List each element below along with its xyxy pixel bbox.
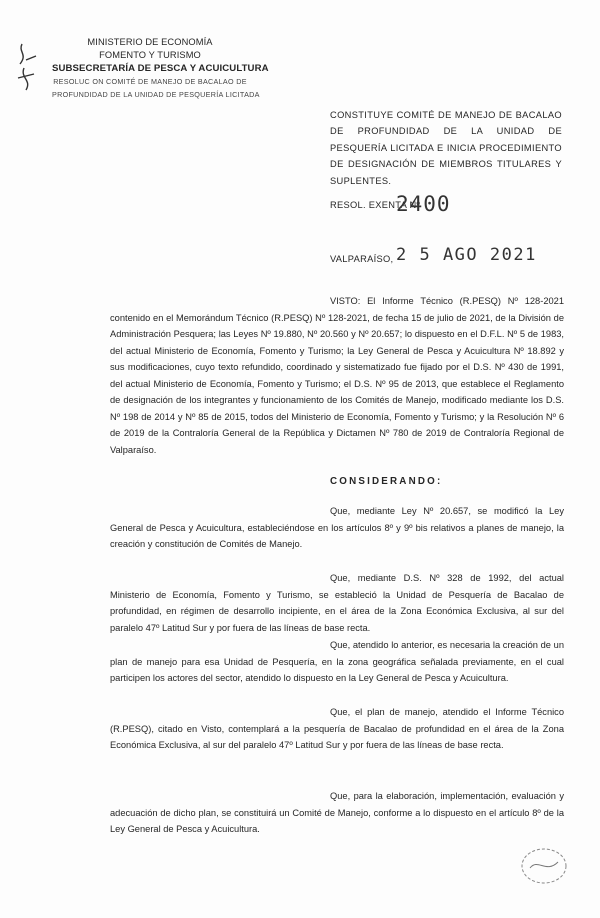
visto-paragraph: VISTO: El Informe Técnico (R.PESQ) Nº 128-2021 contenido en el Memorándum Técnico (R.PESQ) Nº 128-2021, de fecha 15 de julio de 2021, de la División de Administración Pesquera; las Leyes Nº 19.880, Nº 20.560 y Nº 20.657; lo dispuesto en el D.F.L. Nº 5 de 1983, del actual Ministerio de Economía, Fomento y Turismo; la Ley General de Pesca y Acuicultura Nº 18.892 y sus modificaciones, cuyo texto refundido, coordinado y sistematizado fue fijado por el D.S. Nº 430 de 1991, del actual Ministerio de Economía, Fomento y Turismo; el D.S. Nº 95 de 2013, que establece el Reglamento de designación de los integrantes y funcionamiento de los Comités de Manejo, modificado mediante los D.S. Nº 198 de 2014 y Nº 85 de 2015, todos del Ministerio de Economía, Fomento y Turismo; y la Resolución Nº 6 de 2019 de la Contraloría General de la República y Dictamen Nº 780 de 2019 de Contraloría Regional de Valparaíso.	[110, 296, 564, 455]
header-ref-line2: PROFUNDIDAD DE LA UNIDAD DE PESQUERÍA LICITADA	[52, 90, 260, 99]
considerando-paragraph: Que, el plan de manejo, atendido el Informe Técnico (R.PESQ), citado en Visto, contemplará a la pesquería de Bacalao de profundidad en el área de la Zona Económica Exclusiva, al sur del paralelo 47º Latitud Sur y por fuera de las líneas de base recta.	[110, 707, 564, 750]
header-fomento: FOMENTO Y TURISMO	[99, 50, 201, 60]
considerando-paragraph: Que, mediante Ley Nº 20.657, se modificó la Ley General de Pesca y Acuicultura, estableciéndose en los artículos 8º y 9º bis relativos a planes de manejo, la creación y constitución de Comités de Manejo.	[110, 506, 564, 549]
considerando-heading: CONSIDERANDO:	[330, 476, 443, 487]
considerando-paragraph: Que, atendido lo anterior, es necesaria la creación de un plan de manejo para esa Unidad de Pesquería, en la zona geográfica señalada previamente, en el cual participen los actores del sector, atendido lo dispuesto en la Ley General de Pesca y Acuicultura.	[110, 640, 564, 683]
header-subsecretaria: SUBSECRETARÍA DE PESCA Y ACUICULTURA	[52, 63, 269, 74]
resolution-label: RESOL. EXENTA Nº	[330, 200, 421, 210]
considerando-paragraph: Que, mediante D.S. Nº 328 de 1992, del actual Ministerio de Economía, Fomento y Turismo, se estableció la Unidad de Pesquería de Bacalao de profundidad, en régimen de desarrollo incipiente, en el área de la Zona Económica Exclusiva, al sur del paralelo 47º Latitud Sur y por fuera de las líneas de base recta.	[110, 573, 564, 633]
official-stamp	[516, 844, 572, 888]
header-ref-line1: RESOLUC ON COMITÉ DE MANEJO DE BACALAO DE	[53, 77, 247, 86]
resolution-subject: CONSTITUYE COMITÉ DE MANEJO DE BACALAO DE PROFUNDIDAD DE LA UNIDAD DE PESQUERÍA LICITADA E INICIA PROCEDIMIENTO DE DESIGNACIÓN DE MIEMBROS TITULARES Y SUPLENTES.	[330, 110, 562, 186]
place: VALPARAÍSO,	[330, 254, 394, 264]
considerando-paragraph: Que, para la elaboración, implementación, evaluación y adecuación de dicho plan, se constituirá un Comité de Manejo, conforme a lo dispuesto en el artículo 8º de la Ley General de Pesca y Acuicultura.	[110, 791, 564, 834]
handwritten-initials	[10, 38, 46, 98]
header-ministry: MINISTERIO DE ECONOMÍA	[87, 37, 213, 47]
ministry-header	[52, 36, 269, 101]
date-stamp: 2 5 AGO 2021	[396, 245, 537, 265]
resolution-number: 2400	[396, 192, 451, 216]
